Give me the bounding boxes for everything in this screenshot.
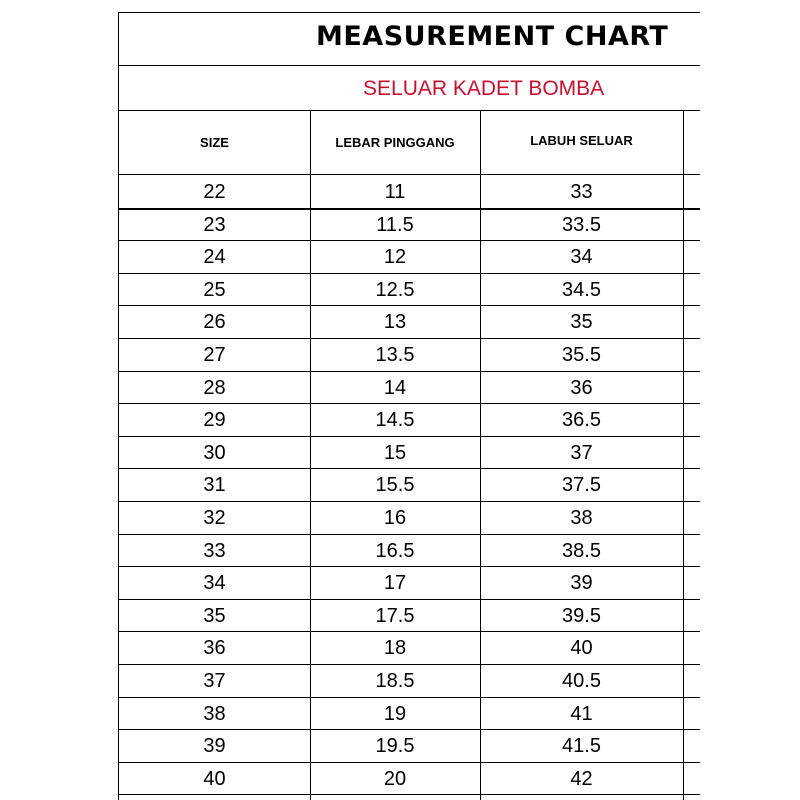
row-divider (119, 436, 700, 437)
cell-waist: 16.5 (375, 539, 415, 562)
row-divider (119, 664, 700, 665)
cell-waist: 17 (383, 572, 407, 595)
cell-length: 37 (570, 441, 593, 464)
cell-size: 39 (203, 735, 226, 758)
cell-length: 41 (570, 702, 593, 725)
page-title: MEASUREMENT CHART (316, 21, 669, 52)
cell-length: 35 (570, 311, 593, 334)
cell-length: 38 (570, 507, 593, 529)
page-subtitle: SELUAR KADET BOMBA (363, 77, 605, 100)
cell-size: 36 (203, 637, 226, 660)
cell-length: 41.5 (562, 735, 601, 758)
cell-length: 33.5 (562, 213, 601, 236)
cell-waist: 15.5 (375, 474, 415, 497)
cell-size: 23 (203, 213, 226, 236)
column-header-size: SIZE (200, 135, 229, 150)
cell-size: 29 (203, 409, 226, 432)
cell-size: 33 (203, 539, 226, 562)
cell-length: 40.5 (562, 670, 601, 692)
cell-waist: 15 (383, 441, 407, 464)
row-divider (119, 762, 700, 763)
row-divider (119, 305, 700, 306)
row-divider (119, 240, 700, 241)
cell-waist: 11.5 (376, 213, 414, 236)
cell-size: 32 (203, 507, 226, 529)
cell-size: 22 (203, 181, 226, 203)
row-divider (119, 697, 700, 698)
column-header-waist: LEBAR PINGGANG (335, 135, 455, 150)
row-divider (119, 468, 700, 469)
row-divider (119, 566, 700, 567)
cell-waist: 13.5 (375, 344, 415, 366)
cell-size: 25 (203, 278, 226, 301)
cell-size: 35 (203, 604, 226, 627)
cell-waist: 19 (383, 702, 407, 725)
cell-length: 34 (570, 246, 593, 269)
cell-size: 26 (203, 311, 226, 334)
cell-length: 36.5 (562, 409, 601, 432)
cell-waist: 19.5 (375, 735, 415, 758)
cell-length: 38.5 (562, 539, 601, 562)
row-divider (119, 338, 700, 339)
cell-length: 34.5 (562, 278, 601, 301)
cell-waist: 12 (383, 246, 407, 269)
row-divider (119, 729, 700, 730)
cell-size: 37 (203, 670, 226, 692)
row-divider (119, 403, 700, 404)
cell-size: 40 (203, 767, 226, 790)
row-divider (119, 599, 700, 600)
cell-size: 27 (203, 344, 226, 366)
cell-size: 31 (203, 474, 226, 497)
cell-waist: 17.5 (375, 604, 415, 627)
row-divider (119, 631, 700, 632)
cell-waist: 14.5 (375, 409, 415, 432)
cell-size: 30 (203, 441, 226, 464)
cell-waist: 14 (383, 376, 407, 399)
cell-waist: 13 (383, 311, 407, 334)
column-header-length: LABUH SELUAR (530, 133, 633, 148)
cell-length: 33 (570, 181, 593, 203)
cell-size: 34 (203, 572, 226, 595)
cell-waist: 11 (384, 181, 406, 203)
cell-length: 39.5 (562, 604, 601, 627)
row-divider (119, 371, 700, 372)
cell-size: 24 (203, 246, 226, 269)
cell-waist: 18.5 (375, 670, 415, 692)
cell-length: 39 (570, 572, 593, 595)
row-divider (119, 208, 700, 210)
cell-size: 28 (203, 376, 226, 399)
cell-length: 42 (570, 767, 593, 790)
cell-length: 35.5 (562, 344, 601, 366)
cell-waist: 18 (383, 637, 407, 660)
row-divider (119, 534, 700, 535)
cell-size: 38 (203, 702, 226, 725)
cell-length: 40 (570, 637, 593, 660)
row-divider (119, 273, 700, 274)
cell-waist: 12.5 (375, 278, 415, 301)
cell-waist: 20 (383, 767, 407, 790)
row-divider (119, 501, 700, 502)
row-divider (119, 794, 700, 795)
cell-length: 37.5 (562, 474, 601, 497)
cell-length: 36 (570, 376, 593, 399)
cell-waist: 16 (383, 507, 407, 529)
